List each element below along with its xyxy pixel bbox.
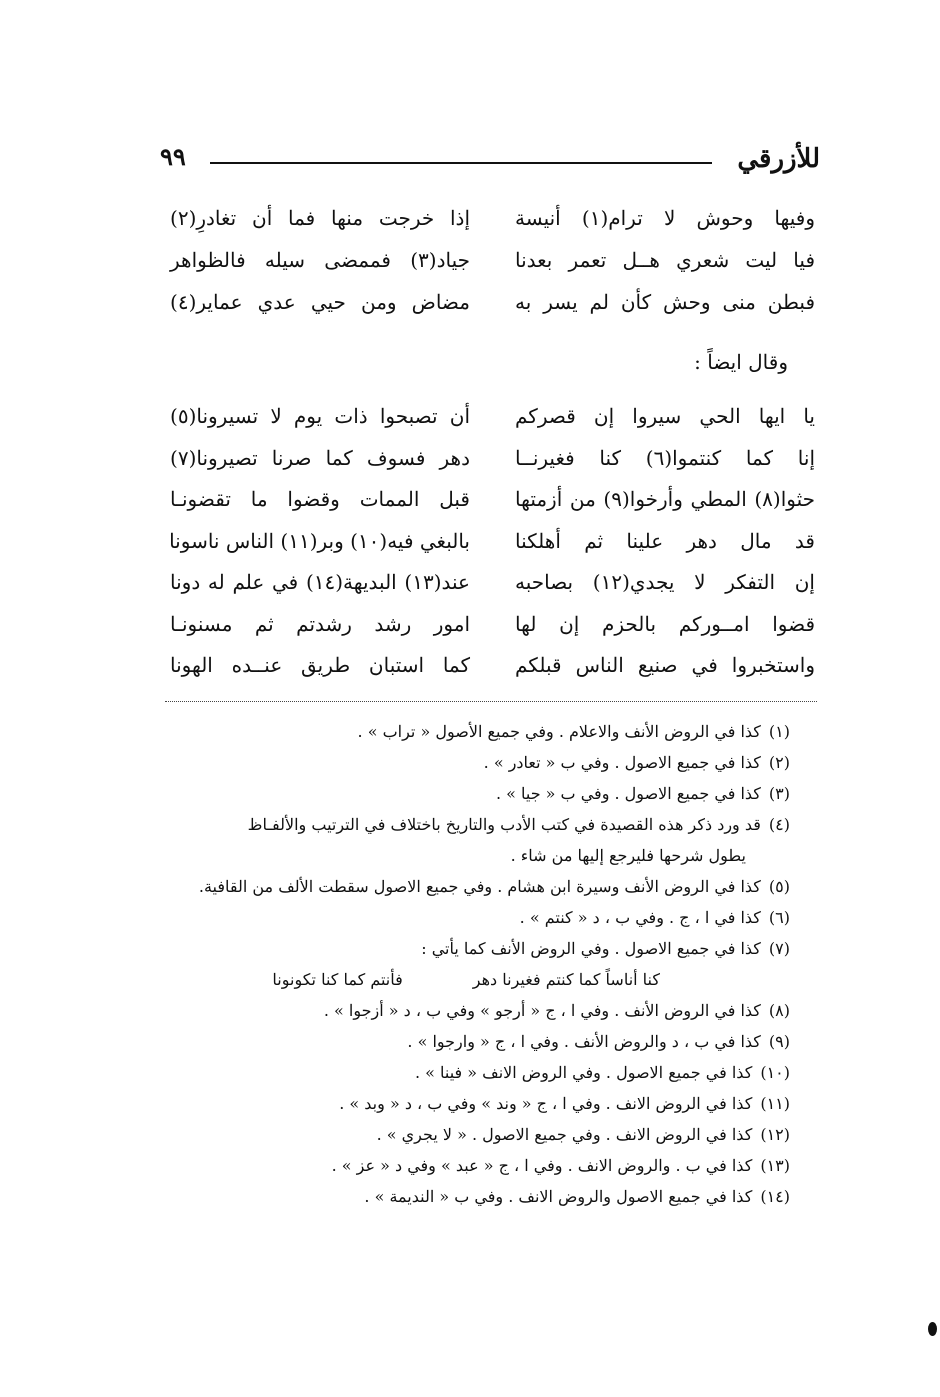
footnote xyxy=(150,871,790,902)
second-hemistich: عند(١٣) البديهة(١٤) في علم له دونا xyxy=(170,570,470,594)
quoted-second-hemistich: فأنتم كما كنا تكونونا xyxy=(272,970,403,989)
footnote-text: كذا في الروض الانف . وفي ا ، ج « وند » وفي ب ، د « وبد » . xyxy=(339,1094,753,1113)
verse xyxy=(170,487,815,529)
footnote-text: كذا في جميع الاصول . وفي الروض الانف « فينا » . xyxy=(414,1063,753,1082)
footnote-divider xyxy=(165,701,817,702)
footnote-number: (٥) xyxy=(768,877,790,896)
verse xyxy=(170,248,815,290)
running-header xyxy=(160,140,820,184)
first-hemistich: قضوا امــوركم بالحزم إن لها xyxy=(515,611,815,636)
footnote xyxy=(150,778,790,809)
footnote-number: (٣) xyxy=(768,784,790,803)
footnote-text: كذا في الروض الأنف والاعلام . وفي جميع الأصول « تراب » . xyxy=(357,722,761,741)
footnote-text: كذا في الروض الأنف وسيرة ابن هشام . وفي جميع الاصول سقطت الألف من القافية. xyxy=(198,877,761,896)
second-hemistich: بالبغي فيه(١٠) وبر(١١) الناس ناسونا xyxy=(169,528,470,553)
footnote-text: يطول شرحها فليرجع إليها من شاء . xyxy=(510,846,746,865)
footnote-number: (١٠) xyxy=(760,1063,790,1082)
verse xyxy=(170,653,815,695)
footnote-number: (١٤) xyxy=(760,1187,790,1206)
verse xyxy=(170,570,815,612)
footnote-text: كذا في جميع الاصول . وفي الروض الأنف كما يأتي : xyxy=(421,939,761,958)
footnote xyxy=(150,933,790,964)
page-number: ٩٩ xyxy=(160,142,186,171)
footnote xyxy=(150,747,790,778)
verse xyxy=(170,404,815,446)
footnote xyxy=(150,1057,790,1088)
poem-first xyxy=(170,206,815,332)
verse xyxy=(170,612,815,654)
first-hemistich: إنا كما كنتموا(٦) كنا فغيرنــا xyxy=(515,445,815,470)
footnote-text: كذا في الروض الأنف . وفي ا ، ج « أرجو » وفي ب ، د « أزجوا » . xyxy=(323,1001,761,1020)
footnote-text: كذا في ب ، د والروض الأنف . وفي ا ، ج « وارجوا » . xyxy=(407,1032,761,1051)
header-title: للأزرقي xyxy=(737,144,820,174)
second-hemistich: مضاض ومن حيي عدي عماير(٤) xyxy=(170,290,470,314)
footnote-text: كذا في جميع الاصول والروض الانف . وفي ب « النديمة » . xyxy=(364,1187,753,1206)
first-hemistich: قد مال دهر علينا ثم أهلكنا xyxy=(515,528,815,553)
first-hemistich: فبطن منى وحش كأن لم يسر به xyxy=(515,290,815,314)
poem-second xyxy=(170,404,815,695)
quoted-first-hemistich: كنا أناساً كما كنتم فغيرنا دهر xyxy=(472,970,660,989)
header-rule xyxy=(210,162,712,164)
second-hemistich: جياد(٣) فممضى سيله فالظواهر xyxy=(170,248,470,272)
footnote-number: (١١) xyxy=(760,1094,790,1113)
first-hemistich: حثوا(٨) المطي وأرخوا(٩) من أزمتها xyxy=(515,487,815,511)
footnote-number: (٤) xyxy=(768,815,790,834)
first-hemistich: إن التفكر لا يجدي(١٢) بصاحبه xyxy=(515,570,815,594)
footnote xyxy=(150,809,790,840)
footnote-number: (١) xyxy=(768,722,790,741)
footnote-number: (٨) xyxy=(768,1001,790,1020)
footnote xyxy=(150,716,790,747)
footnote xyxy=(150,1026,790,1057)
first-hemistich: وفيها وحوش لا ترام(١) أنيسة xyxy=(515,206,815,230)
footnote-number: (١٣) xyxy=(760,1156,790,1175)
first-hemistich: يا ايها الحي سيروا إن قصركم xyxy=(515,404,815,428)
footnote xyxy=(150,995,790,1026)
footnote-text: كذا في جميع الاصول . وفي ب « جيا » . xyxy=(495,784,761,803)
footnote-text: كذا في ا ، ج . وفي ب ، د « كنتم » . xyxy=(519,908,761,927)
verse xyxy=(170,446,815,488)
footnote-continuation xyxy=(150,840,790,871)
footnote xyxy=(150,1181,790,1212)
footnote-number: (١٢) xyxy=(760,1125,790,1144)
second-hemistich: امور رشد رشدتم ثم مسنونـا xyxy=(170,611,470,636)
footnote-text: كذا في ب . والروض الانف . وفي ا ، ج « عبد » وفي د « عز » . xyxy=(331,1156,753,1175)
poem-intro: وقال ايضاً : xyxy=(694,350,788,374)
footnote-quoted-verse xyxy=(150,964,790,995)
scan-ink-spot xyxy=(928,1322,937,1336)
verse xyxy=(170,206,815,248)
first-hemistich: فيا ليت شعري هــل تعمر بعدنا xyxy=(515,248,815,272)
footnote xyxy=(150,1119,790,1150)
footnote xyxy=(150,902,790,933)
footnote-text: كذا في جميع الاصول . وفي ب « تعادر » . xyxy=(483,753,761,772)
first-hemistich: واستخبروا في صنيع الناس قبلكم xyxy=(515,653,815,677)
footnote-number: (٧) xyxy=(768,939,790,958)
footnote-text: كذا في الروض الانف . وفي جميع الاصول . « لا يجري » . xyxy=(376,1125,753,1144)
footnote-text: قد ورد ذكر هذه القصيدة في كتب الأدب والتاريخ باختلاف في الترتيب والألفـاظ xyxy=(247,815,761,834)
footnote xyxy=(150,1150,790,1181)
footnotes xyxy=(150,716,790,1212)
second-hemistich: قبل الممات وقضوا ما تقضونـا xyxy=(170,487,470,511)
verse xyxy=(170,290,815,332)
verse xyxy=(170,529,815,571)
second-hemistich: دهر فسوف كما صرنا تصيرونا(٧) xyxy=(170,445,470,470)
footnote-number: (٢) xyxy=(768,753,790,772)
footnote-number: (٦) xyxy=(768,908,790,927)
footnote xyxy=(150,1088,790,1119)
second-hemistich: إذا خرجت منها فما أن تغادرِ(٢) xyxy=(170,206,470,230)
footnote-number: (٩) xyxy=(768,1032,790,1051)
second-hemistich: كما استبان طريق عنــده الهونا xyxy=(170,653,470,677)
second-hemistich: أن تصبحوا ذات يوم لا تسيرونا(٥) xyxy=(170,404,470,428)
